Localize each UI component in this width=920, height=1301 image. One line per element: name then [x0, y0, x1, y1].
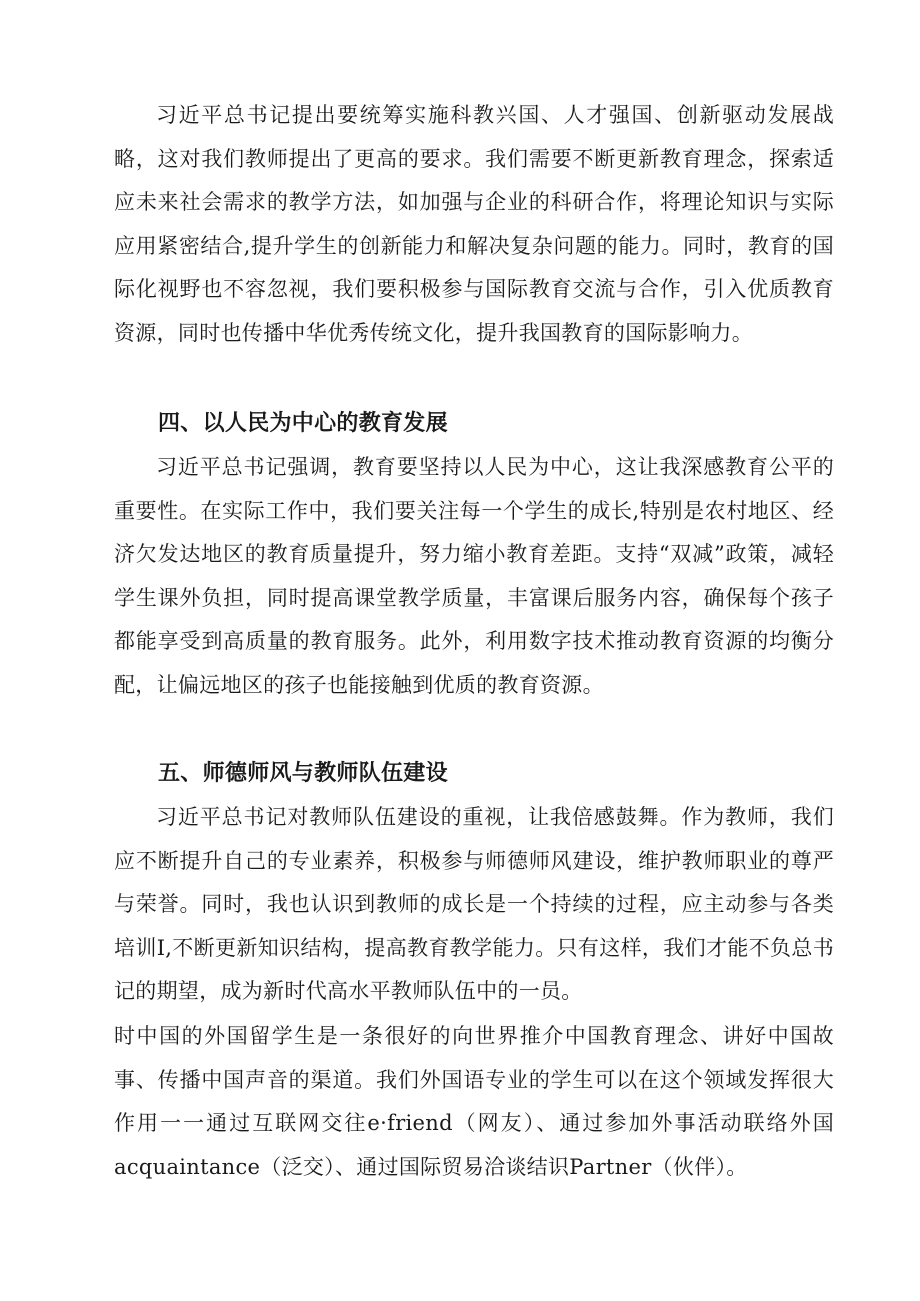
paragraph-strategy: 习近平总书记提出要统筹实施科教兴国、人才强国、创新驱动发展战略，这对我们教师提出了更高的要求。我们需要不断更新教育理念，探索适应未来社会需求的教学方法，如加强与企业的科研合作，将理论知识与实际应用紧密结合,提升学生的创新能力和解决复杂问题的能力。同时，教育的国际化视野也不容忽视，我们要积极参与国际教育交流与合作，引入优质教育资源，同时也传播中华优秀传统文化，提升我国教育的国际影响力。 [114, 103, 834, 345]
paragraph-people-centered: 习近平总书记强调，教育要坚持以人民为中心，这让我深感教育公平的重要性。在实际工作中，我们要关注每一个学生的成长,特别是农村地区、经济欠发达地区的教育质量提升，努力缩小教育差距。支持“双减”政策，减轻学生课外负担，同时提高课堂教学质量，丰富课后服务内容，确保每个孩子都能享受到高质量的教育服务。此外，利用数字技术推动教育资源的均衡分配，让偏远地区的孩子也能接触到优质的教育资源。 [114, 455, 834, 697]
paragraph-foreign-students: 时中国的外国留学生是一条很好的向世界推介中国教育理念、讲好中国故事、传播中国声音的渠道。我们外国语专业的学生可以在这个领域发挥很大作用一一通过互联网交往e·friend（网友）、通过参加外事活动联络外国acquaintance（泛交）、通过国际贸易洽谈结识Partner（伙伴）。 [114, 1024, 834, 1179]
text-block-foreign-students [114, 1015, 834, 1189]
paragraph-teacher-team: 习近平总书记对教师队伍建设的重视，让我倍感鼓舞。作为教师，我们应不断提升自己的专业素养，积极参与师德师风建设，维护教师职业的尊严与荣誉。同时，我也认识到教师的成长是一个持续的过程，应主动参与各类培训I,不断更新知识结构，提高教育教学能力。只有这样，我们才能不负总书记的期望，成为新时代高水平教师队伍中的一员。 [114, 805, 834, 1003]
text-block-section-four [114, 402, 834, 446]
section-heading-five: 五、师德师风与教师队伍建设 [158, 761, 448, 786]
text-block-section-five [114, 752, 834, 796]
section-heading-four: 四、以人民为中心的教育发展 [158, 411, 448, 436]
text-block-teacher-team [114, 796, 834, 1014]
text-block-people-centered [114, 446, 834, 707]
text-block-top [114, 94, 834, 355]
